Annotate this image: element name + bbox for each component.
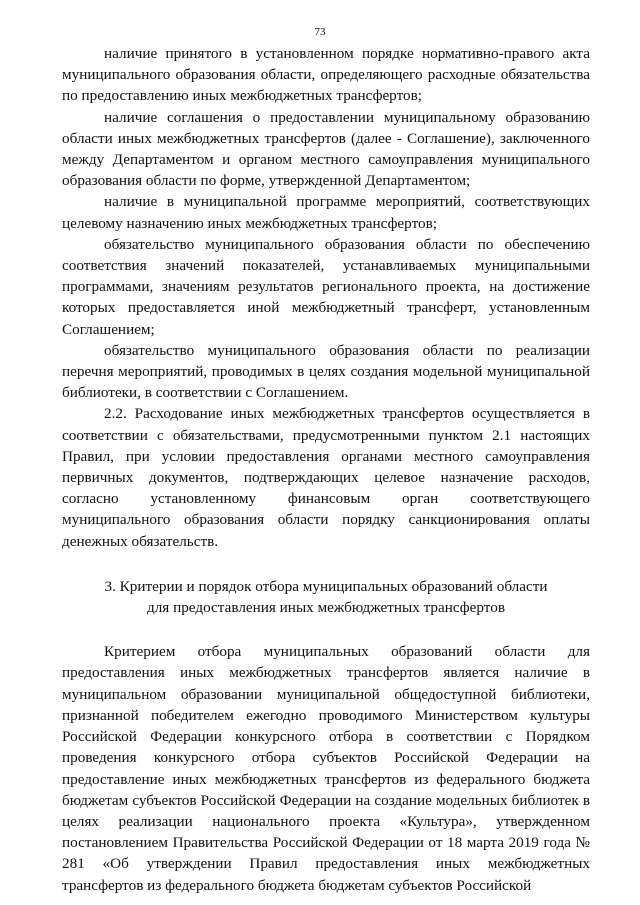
paragraph-5: обязательство муниципального образования области по реализации перечня мероприятий, проводимых в целях создания модельной муниципальной библиотеки, в соответствии с Соглашением. xyxy=(62,341,590,402)
paragraph-4: обязательство муниципального образования области по обеспечению соответствия значений показателей, устанавливаемых муниципальными программами, значениям результатов регионального проекта, на достижение которых предоставляется иной межбюджетный трансферт, установленным Соглашением; xyxy=(62,235,590,338)
section-3-paragraph: Критерием отбора муниципальных образований области для предоставления иных межбюджетных трансфертов является наличие в муниципальном образовании муниципальной общедоступной библиотеки, признанной победителем ежегодно проводимого Министерством культуры Российской Федерации конкурсного отбора в соответствии с Порядком проведения конкурсного отбора субъектов Российской Федерации на предоставление иных межбюджетных трансфертов из федерального бюджета бюджетам субъектов Российской Федерации на создание модельных библиотек в целях реализации национального проекта «Культура», утвержденном постановлением Правительства Российской Федерации от 18 марта 2019 года № 281 «Об утверждении Правил предоставления иных межбюджетных трансфертов из федерального бюджета бюджетам субъектов Российской xyxy=(62,643,590,894)
paragraph-1: наличие принятого в установленном порядке нормативно-правого акта муниципального образования области, определяющего расходные обязательства по предоставлению иных межбюджетных трансфертов; xyxy=(62,45,590,105)
paragraph-3: наличие в муниципальной программе мероприятий, соответствующих целевому назначению иных межбюджетных трансфертов; xyxy=(62,193,590,232)
document-body xyxy=(62,43,590,896)
paragraph-2: наличие соглашения о предоставлении муниципальному образованию области иных межбюджетных трансфертов (далее - Соглашение), заключенного между Департаментом и органом местного самоуправления муниципального образования области по форме, утвержденной Департаментом; xyxy=(62,108,590,190)
page-number: 73 xyxy=(314,26,326,38)
section-gap xyxy=(62,552,590,576)
heading-gap xyxy=(62,618,590,641)
section-heading-line-2: для предоставления иных межбюджетных трансфертов xyxy=(147,599,505,617)
section-heading-line-1: 3. Критерии и порядок отбора муниципальных образований области xyxy=(104,577,548,595)
paragraph-2-2: 2.2. Расходование иных межбюджетных трансфертов осуществляется в соответствии с обязательствами, предусмотренными пунктом 2.1 настоящих Правил, при условии предоставления органами местного самоуправления первичных документов, подтверждающих целевое назначение расходов, согласно установленному финансовым орган соответствующего муниципального образования области порядку санкционирования оплаты денежных обязательств. xyxy=(62,405,590,550)
